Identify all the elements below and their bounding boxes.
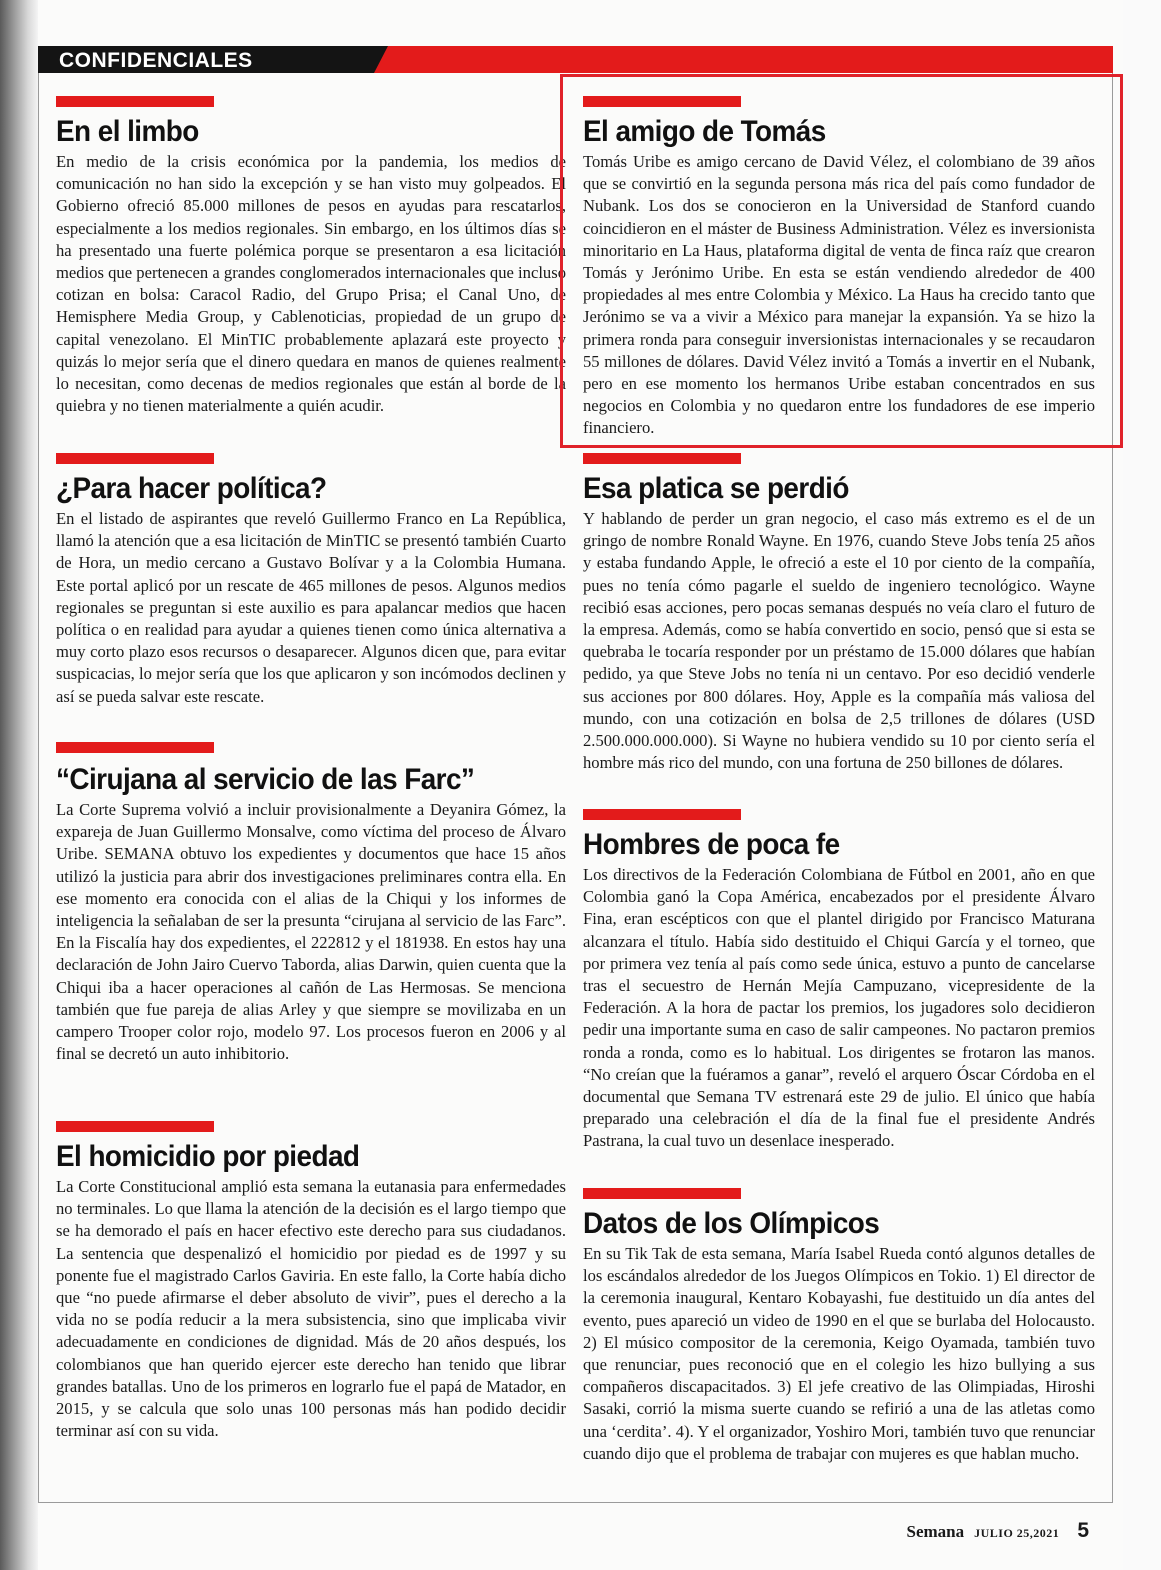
article-esa-platica-se-perdio xyxy=(583,453,1095,774)
article-accent-bar xyxy=(583,453,741,464)
article-title: Esa platica se perdió xyxy=(583,472,849,505)
article-title: “Cirujana al servicio de las Farc” xyxy=(56,763,475,796)
article-cirujana-farc xyxy=(56,742,566,1065)
article-accent-bar xyxy=(583,809,741,820)
article-hombres-de-poca-fe xyxy=(583,809,1095,1153)
article-en-el-limbo xyxy=(56,96,566,417)
article-accent-bar xyxy=(56,96,214,107)
article-accent-bar xyxy=(56,742,214,753)
article-body: Y hablando de perder un gran negocio, el caso más extremo es el de un gringo de nombre Ronald Wayne. En 1976, cuando Steve Jobs tenía 25 años y estaba fundando Apple, le ofreció a este el 10 por ciento de la compañía, pues no tenía cómo pagarle el sueldo de ingeniero tecnológico. Wayne recibió esas acciones, pero pocas semanas después no veía claro el futuro de la empresa. Además, como se había convertido en socio, pensó que si esta se quebraba le tocaría responder por un préstamo de 15.000 dólares que habían pedido, ya que Steve Jobs no tenía ni un centavo. Por eso decidió venderle sus acciones por 800 dólares. Hoy, Apple es la compañía más valiosa del mundo, con una cotización en bolsa de 2,5 trillones de dólares (USD 2.500.000.000.000). Si Wayne no hubiera vendido su 10 por ciento sería el hombre más rico del mundo, con una fortuna de 250 billones de dólares. xyxy=(583,509,1095,773)
article-accent-bar xyxy=(56,1121,214,1132)
article-accent-bar xyxy=(56,453,214,464)
article-homicidio-por-piedad xyxy=(56,1121,566,1442)
article-title: El amigo de Tomás xyxy=(583,115,826,148)
article-body: En el listado de aspirantes que reveló Guillermo Franco en La República, llamó la atención que a esa licitación de MinTIC se presentó también Cuarto de Hora, un medio cercano a Gustavo Bolívar y a la Colombia Humana. Este portal aplicó por un rescate de 465 millones de pesos. Algunos medios regionales se preguntan si este auxilio es para apalancar medios que hacen política o en realidad para ayudar a quienes tienen como única alternativa a muy corto plazo esos recursos o desaparecer. Algunos dicen que, para evitar suspicacias, lo mejor sería que los que aplicaron y son incómodos declinen y así se pueda salvar este rescate. xyxy=(56,509,566,706)
article-accent-bar xyxy=(583,1188,741,1199)
article-body: Tomás Uribe es amigo cercano de David Vélez, el colombiano de 39 años que se convirtió en la segunda persona más rica del país como fundador de Nubank. Los dos se conocieron en la Universidad de Stanford cuando coincidieron en el máster de Business Administration. Vélez es inversionista minoritario en La Haus, plataforma digital de venta de finca raíz que crearon Tomás y Jerónimo Uribe. En esta se están vendiendo alrededor de 400 propiedades al mes entre Colombia y México. La Haus ha crecido tanto que Jerónimo se va a vivir a México para manejar la expansión. Ya se hizo la primera ronda para conseguir inversionistas internacionales y se recaudaron 55 millones de dólares. David Vélez invitó a Tomás a invertir en el Nubank, pero en ese momento los hermanos Uribe estaban concentrados en sus negocios en Colombia y no quedaron entre los fundadores de ese imperio financiero. xyxy=(583,152,1095,438)
article-title: Hombres de poca fe xyxy=(583,828,840,861)
article-body: En medio de la crisis económica por la pandemia, los medios de comunicación no han sido la excepción y se han visto muy golpeados. El Gobierno ofreció 85.000 millones de pesos en ayudas para rescatarlos, especialmente a los medios regionales. Sin embargo, en los últimos días se ha presentado una fuerte polémica porque se presentaron a esa licitación medios que pertenecen a grandes conglomerados internacionales que incluso cotizan en bolsa: Caracol Radio, del Grupo Prisa; el Canal Uno, de Hemisphere Media Group, y Cablenoticias, propiedad de un grupo de capital venezolano. El MinTIC probablemente aplazará este proyecto y quizás lo mejor sería que el dinero quedara en manos de quienes realmente lo necesitan, como decenas de medios regionales que están al borde de la quiebra y no tienen materialmente a quién acudir. xyxy=(56,152,566,416)
section-title: CONFIDENCIALES xyxy=(59,49,253,72)
article-body: En su Tik Tak de esta semana, María Isabel Rueda contó algunos detalles de los escándalos alrededor de los Juegos Olímpicos en Tokio. 1) El director de la ceremonia inaugural, Kentaro Kobayashi, fue destituido un día antes del evento, pues apareció un video de 1990 en el que se burlaba del Holocausto. 2) El músico compositor de la ceremonia, Keigo Oyamada, también tuvo que renunciar, pues reconoció que en el colegio les hizo bullying a sus compañeros discapacitados. 3) El jefe creativo de las Olimpiadas, Hiroshi Sasaki, corrió la misma suerte cuando se refirió a una de las atletas como una ‘cerdita’. 4). Y el organizador, Yoshiro Mori, también tuvo que renunciar cuando dijo que el problema de trabajar con mujeres es que hablan mucho. xyxy=(583,1244,1095,1463)
article-body: La Corte Constitucional amplió esta semana la eutanasia para enfermedades no terminales. Lo que llama la atención de la decisión es el largo tiempo que se ha demorado el país en hacer efectivo este derecho para sus ciudadanos. La sentencia que despenalizó el homicidio por piedad es de 1997 y su ponente fue el magistrado Carlos Gaviria. En este fallo, la Corte había dicho que “no puede afirmarse el deber absoluto de vivir”, pues el derecho a la vida no se podía reducir a la mera subsistencia, sino que implicaba vivir adecuadamente en condiciones de dignidad. Más de 20 años después, los colombianos que han querido ejercer este derecho han tenido que librar grandes batallas. Uno de los primeros en lograrlo fue el papá de Matador, en 2015, y se calcula que solo unas 100 personas más han podido decidir terminar así con su vida. xyxy=(56,1177,566,1441)
article-title: En el limbo xyxy=(56,115,199,148)
article-title: El homicidio por piedad xyxy=(56,1140,360,1173)
article-title: Datos de los Olímpicos xyxy=(583,1207,880,1240)
footer-date: JULIO 25,2021 xyxy=(974,1526,1060,1540)
article-datos-de-los-olimpicos xyxy=(583,1188,1095,1465)
page-footer xyxy=(907,1519,1090,1543)
highlight-box xyxy=(560,74,1123,448)
article-body: La Corte Suprema volvió a incluir provisionalmente a Deyanira Gómez, la expareja de Juan Guillermo Monsalve, como víctima del proceso de Álvaro Uribe. SEMANA obtuvo los expedientes y documentos que hace 15 años utilizó la justicia para abrir dos investigaciones preliminares contra ella. En ese momento era conocida con el alias de la Chiqui y los informes de inteligencia la señalaban de ser la presunta “cirujana al servicio de las Farc”. En la Fiscalía hay dos expedientes, el 222812 y el 181938. En estos hay una declaración de John Jairo Cuervo Taborda, alias Darwin, quien cuenta que la Chiqui iba a hacer operaciones al cañón de Las Hermosas. Se menciona también que fue pareja de alias Arley y que siempre se movilizaba en un campero Trooper color rojo, modelo 97. Los procesos fueron en 2006 y al final se decretó un auto inhibitorio. xyxy=(56,800,566,1064)
article-para-hacer-politica xyxy=(56,453,566,708)
page-number: 5 xyxy=(1077,1519,1089,1542)
article-title: ¿Para hacer política? xyxy=(56,472,327,505)
article-body: Los directivos de la Federación Colombiana de Fútbol en 2001, año en que Colombia ganó la Copa América, encabezados por el presidente Álvaro Fina, eran escépticos con que el plantel dirigido por Francisco Maturana alcanzara el título. Había sido destituido el Chiqui García y el torneo, que por primera vez tenía al país como sede única, estuvo a punto de cancelarse tras el secuestro de Hernán Mejía Campuzano, vicepresidente de la Federación. A la hora de pactar los premios, los jugadores solo decidieron pedir una importante suma en caso de salir campeones. No pactaron premios ronda a ronda, como es lo habitual. Los dirigentes se frotaron las manos. “No creían que la fuéramos a ganar”, reveló el arquero Óscar Córdoba en el documental que Semana TV estrenará este 29 de julio. El único que había preparado una celebración el día de la final fue el presidente Andrés Pastrana, la cual tuvo un desenlace inesperado. xyxy=(583,865,1095,1151)
footer-brand: Semana xyxy=(906,1522,965,1541)
